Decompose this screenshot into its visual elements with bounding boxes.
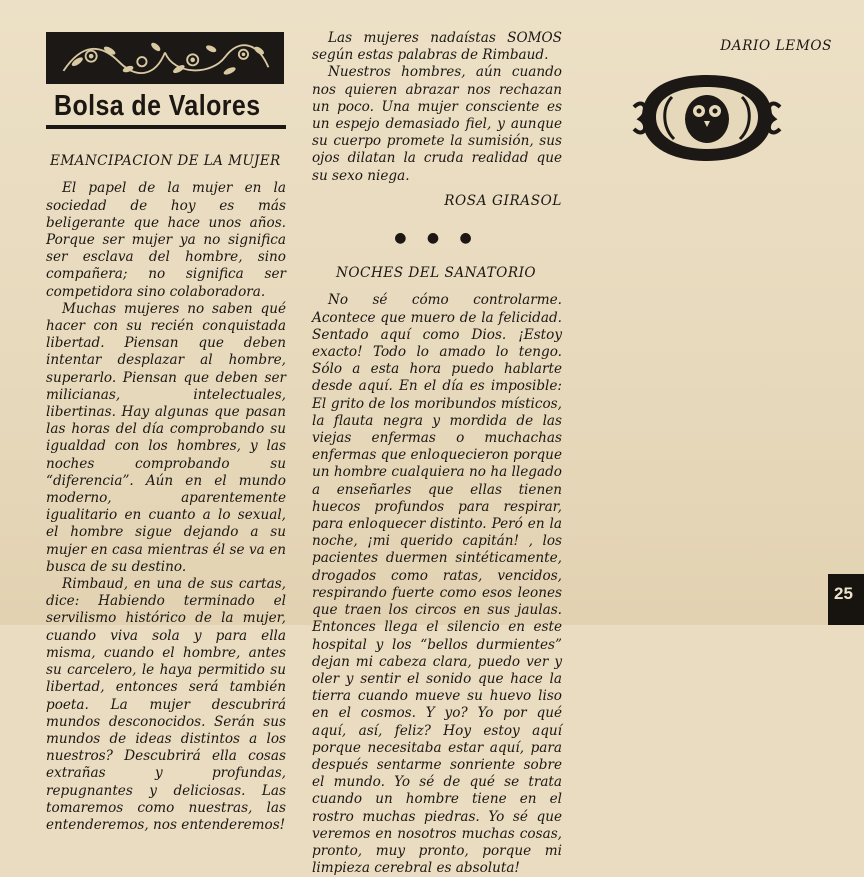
article-1-author: ROSA GIRASOL (444, 192, 562, 209)
floral-ornament-icon (48, 34, 282, 82)
emblem-ornament (632, 67, 782, 169)
page-number-tab: 25 (828, 574, 864, 625)
article-1-heading: EMANCIPACION DE LA MUJER (50, 153, 281, 170)
separator-dots: ● ● ● (394, 230, 480, 247)
article-1-paragraph: Muchas mujeres no saben qué hacer con su recién conquistada libertad. Piensan que deben intentar desplazar al hombre, superarlo. Piensan que deben ser milicianas, intelectuales, libertinas. Hay algunas que pasan las horas del día comprobando su igualdad con los hombres, y las noches comprobando su “diferencia”. Aún en el mundo moderno, aparentemente igualitario en cuanto a lo sexual, el hombre sigue dejando a su mujer en casa mientras él se va en busca de su destino. (46, 300, 286, 575)
article-2-author: DARIO LEMOS (720, 38, 832, 54)
article-2-paragraph: No sé cómo controlarme. Acontece que muero de la felicidad. Sentado aquí como Dios. ¡Estoy exacto! Todo lo amado lo tengo. Sólo a esta hora puedo hablarte desde aquí. En el día es imposible: El grito de los moribundos místicos, la flauta negra y mordida de las viejas enfermas o muchachas enfermas que enloquecieron porque un hombre cualquiera no ha llegado a enseñarles que ellas tienen huecos profundos para respirar, para enloquecer distinto. Peró en la noche, ¡mi querido capitán! , los pacientes duermen sintéticamente, drogados como ratas, vencidos, respirando fuerte como esos leones que traen los circos en sus jaulas. Entonces llega el silencio en este hospital y los “bellos durmientes” dejan mi cabeza clara, puedo ver y oler y sentir el sonido que hace la tierra cuando mueve su huevo liso en el cosmos. Y yo? Yo por qué aquí, así, feliz? Hoy estoy aquí porque necesitaba estar aquí, para después sentarme sonriente sobre el mundo. Yo sé de qué se trata cuando un hombre tiene en el rostro muchas piedras. Yo sé que veremos en nosotros muchas cosas, pronto, muy pronto, porque mi limpieza cerebral es absoluta! (312, 292, 562, 877)
title-rule (46, 125, 286, 129)
article-1-paragraph: Nuestros hombres, aún cuando nos quieren abrazar nos rechazan un poco. Una mujer consciente es un espejo demasiado fiel, y aunque su cuerpo promete la sumisión, sus ojos dilatan la cruda realidad que su sexo niega. (312, 64, 562, 184)
article-1-paragraph: El papel de la mujer en la sociedad de hoy es más beligerante que hace unos años. Porque ser mujer ya no significa ser esclava del hombre, sino compañera; no significa ser competidora sino colaboradora. (46, 180, 286, 300)
column-3 (582, 30, 832, 169)
article-1-paragraph (46, 576, 286, 834)
column-1 (46, 30, 286, 834)
article-2-heading: NOCHES DEL SANATORIO (336, 265, 537, 282)
article-1-paragraph-3-text: Rimbaud, en una de sus cartas, dice: Habiendo terminado el servilismo histórico de la mujer, cuando viva sola y para ella misma, cuando el hombre, antes su carcelero, le haya permitido su libertad, entonces será también poeta. La mujer descubrirá mundos desconocidos. Serán sus mundos de ideas distintos a los nuestros? Descubrirá ella cosas extrañas y profundas, repugnantes y deliciosas. Las tomaremos como nuestras, las entenderemos, nos entenderemos! (46, 576, 286, 833)
article-1-paragraph: Las mujeres nadaístas SOMOS según estas palabras de Rimbaud. (312, 30, 562, 64)
owl-emblem-icon (632, 67, 782, 169)
column-2 (312, 30, 562, 877)
floral-ornament-banner (46, 32, 284, 84)
section-title: Bolsa de Valores (54, 90, 261, 122)
